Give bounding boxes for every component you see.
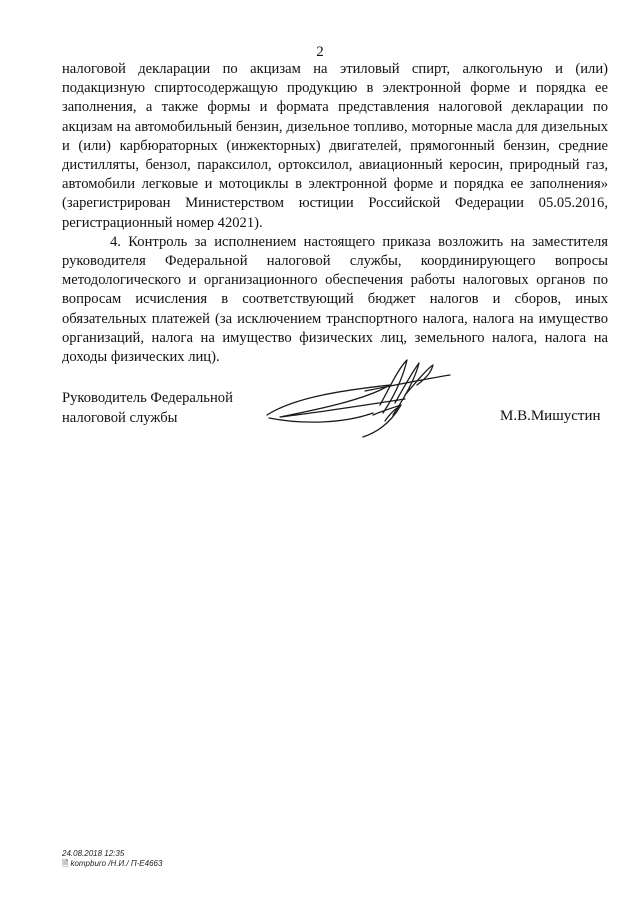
paragraph-continuation: налоговой декларации по акцизам на этиловый спирт, алкогольную и (или) подакцизную спиртосодержащую продукцию в электронной форме и порядка ее заполнения, а также формы и формата представления налоговой декларации по акцизам на автомобильный бензин, дизельное топливо, моторные масла для дизельных и (или) карбюраторных (инжекторных) двигателей, прямогонный бензин, средние дистилляты, бензол, параксилол, ортоксилол, авиационный керосин, природный газ, автомобили легковые и мотоциклы в электронной форме и порядка ее заполнения» (зарегистрирован Министерством юстиции Российской Федерации 05.05.2016, регистрационный номер 42021). bbox=[62, 61, 608, 231]
footer-timestamp: 24.08.2018 12:35 bbox=[62, 849, 125, 858]
document-body bbox=[62, 60, 608, 367]
signatory-name: М.В.Мишустин bbox=[500, 408, 601, 424]
signatory-title-line2: налоговой службы bbox=[62, 410, 178, 426]
signatory-title bbox=[62, 388, 233, 428]
footer-path-line bbox=[62, 859, 162, 869]
footer-path: kompburo /Н.И./ П-Е4663 bbox=[70, 859, 163, 868]
signatory-title-line1: Руководитель Федеральной bbox=[62, 390, 233, 406]
paragraph-item-4: 4. Контроль за исполнением настоящего приказа возложить на заместителя руководителя Федеральной налоговой службы, координирующего вопросы методологического и организационного обеспечения работы налоговых органов по вопросам исчисления в соответствующий бюджет налогов и сборов, иных обязательных платежей (за исключением транспортного налога, налога на имущество организаций, налога на имущество физических лиц, земельного налога, налога на доходы физических лиц). bbox=[62, 233, 608, 366]
handwritten-signature bbox=[255, 355, 455, 440]
footer bbox=[62, 849, 162, 869]
document-icon: 🗎 bbox=[62, 859, 69, 868]
page-number: 2 bbox=[316, 44, 324, 60]
